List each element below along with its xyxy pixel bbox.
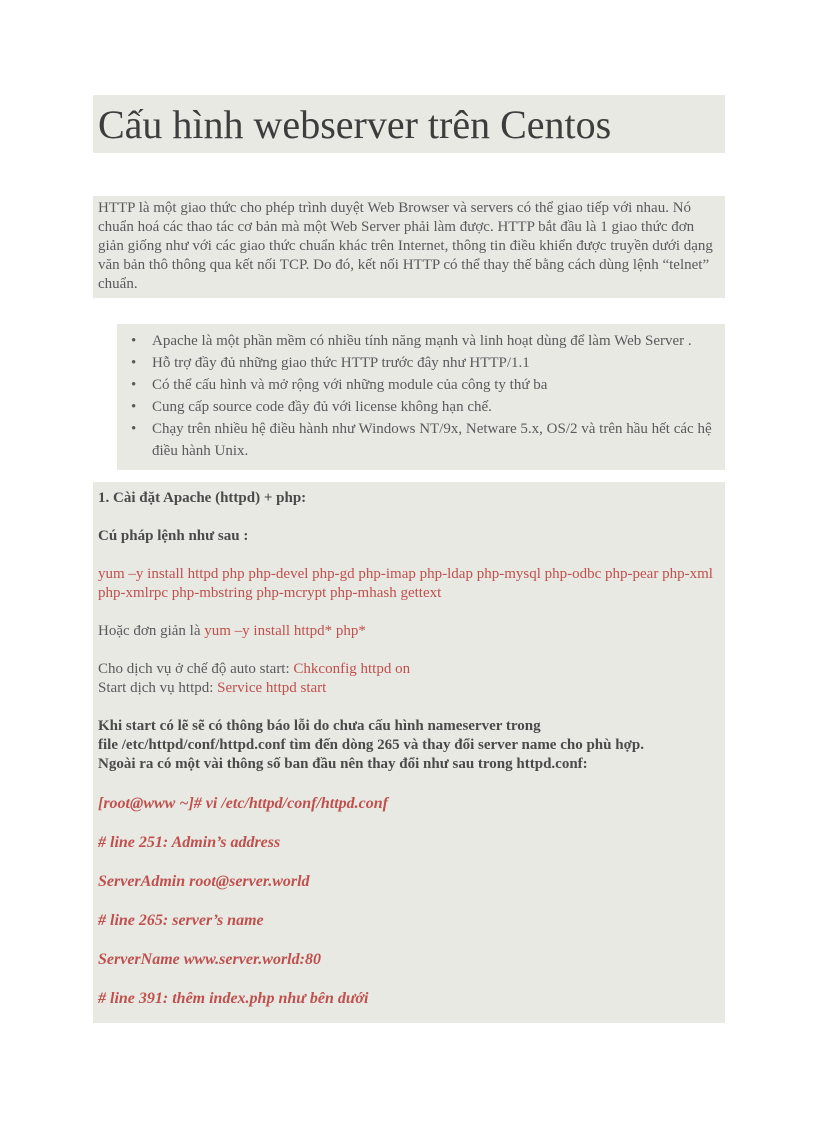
autostart-line <box>98 660 720 679</box>
config-comment-line: # line 265: server’s name <box>98 912 264 929</box>
simple-install-prefix: Hoặc đơn giản là <box>98 623 205 639</box>
config-serveradmin-line: ServerAdmin root@server.world <box>98 873 310 890</box>
config-comment-line: # line 251: Admin’s address <box>98 834 281 851</box>
title-block <box>93 95 725 153</box>
install-command: yum –y install httpd php php-devel php-gd php-imap php-ldap php-mysql php-odbc php-pear php-xml php-xmlrpc php-mbstring php-mcrypt php-mhash gettext <box>98 566 713 601</box>
feature-text: Hỗ trợ đầy đủ những giao thức HTTP trước đây như HTTP/1.1 <box>152 355 530 371</box>
start-service-line <box>98 679 720 698</box>
feature-item <box>122 352 720 374</box>
start-service-label: Start dịch vụ httpd: <box>98 680 218 696</box>
section-heading: 1. Cài đặt Apache (httpd) + php: <box>98 490 307 506</box>
page-title: Cấu hình webserver trên Centos <box>98 101 612 147</box>
section-install-apache <box>93 482 725 1023</box>
syntax-label: Cú pháp lệnh như sau : <box>98 528 249 544</box>
service-lines <box>98 660 720 698</box>
note-line: file /etc/httpd/conf/httpd.conf tìm đến dòng 265 và thay đổi server name cho phù hợp. <box>98 737 644 753</box>
note-line: Ngoài ra có một vài thông số ban đầu nên thay đổi như sau trong httpd.conf: <box>98 756 588 772</box>
config-comment-line: # line 391: thêm index.php như bên dưới <box>98 990 369 1007</box>
feature-text: Chạy trên nhiều hệ điều hành như Windows NT/9x, Netware 5.x, OS/2 và trên hầu hết các hệ điều hành Unix. <box>152 421 712 459</box>
feature-list <box>122 330 720 462</box>
feature-list-block <box>117 324 725 470</box>
feature-item <box>122 418 720 462</box>
feature-text: Có thể cấu hình và mở rộng với những module của công ty thứ ba <box>152 377 548 393</box>
config-servername-line: ServerName www.server.world:80 <box>98 951 321 968</box>
feature-text: Cung cấp source code đầy đủ với license không hạn chế. <box>152 399 492 415</box>
intro-paragraph <box>93 196 725 298</box>
note-line: Khi start có lẽ sẽ có thông báo lỗi do chưa cấu hình nameserver trong <box>98 718 541 734</box>
nameserver-note <box>98 717 720 774</box>
config-command-line: [root@www ~]# vi /etc/httpd/conf/httpd.conf <box>98 795 388 812</box>
simple-install-command: yum –y install httpd* php* <box>204 623 366 639</box>
intro-text: HTTP là một giao thức cho phép trình duyệt Web Browser và servers có thể giao tiếp với nhau. Nó chuẩn hoá các thao tác cơ bản mà một Web Server phải làm được. HTTP bắt đầu là 1 giao thức đơn giản giống như với các giao thức chuẩn khác trên Internet, thông tin điều khiển được truyền dưới dạng văn bản thô thông qua kết nối TCP. Do đó, kết nối HTTP có thể thay thế bằng cách dùng lệnh “telnet” chuẩn. <box>98 200 713 292</box>
feature-text: Apache là một phần mềm có nhiều tính năng mạnh và linh hoạt dùng để làm Web Server . <box>152 333 692 349</box>
feature-item <box>122 330 720 352</box>
start-service-command: Service httpd start <box>217 680 327 696</box>
autostart-command: Chkconfig httpd on <box>293 661 411 677</box>
autostart-label: Cho dịch vụ ở chế độ auto start: <box>98 661 294 677</box>
feature-item <box>122 396 720 418</box>
document-page <box>93 0 725 1023</box>
feature-item <box>122 374 720 396</box>
simple-install-line <box>98 622 720 641</box>
